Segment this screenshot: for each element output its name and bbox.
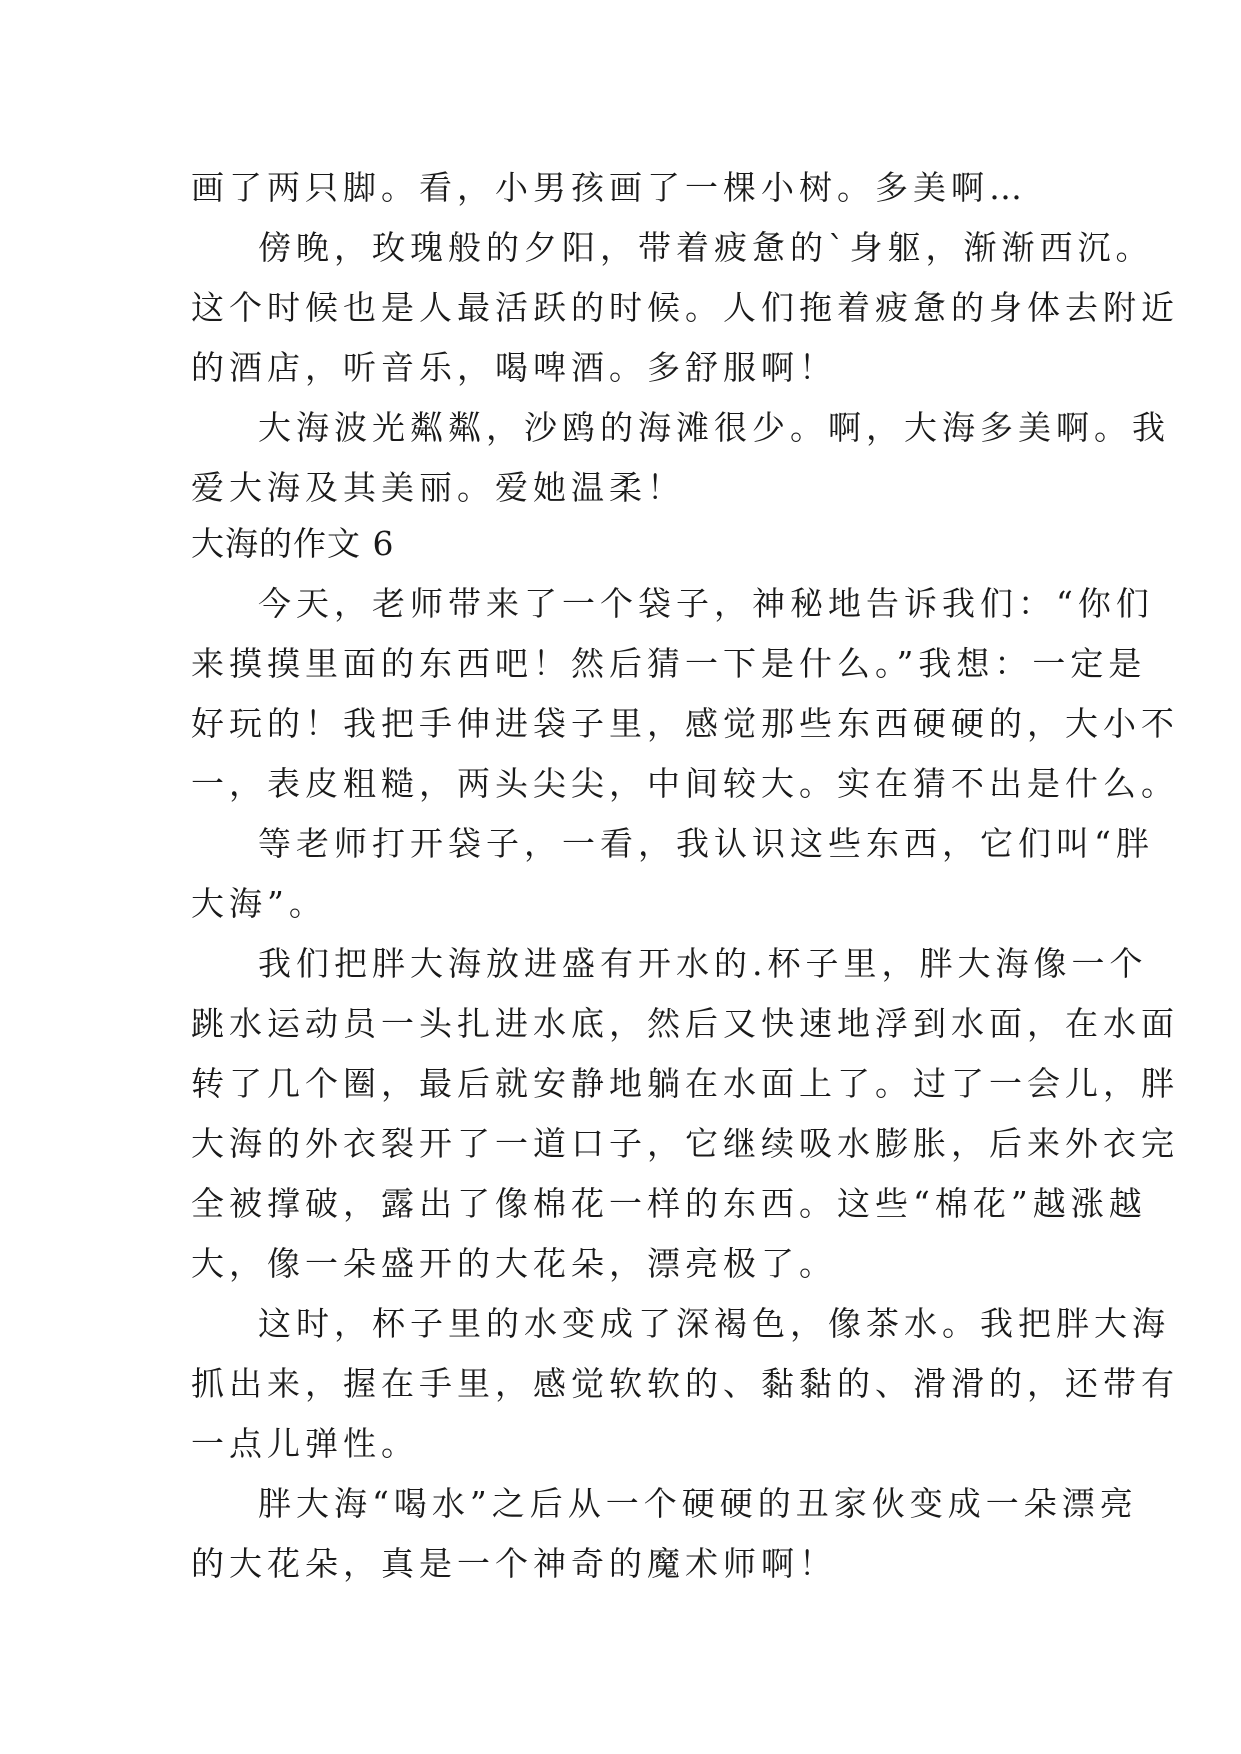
paragraph-start-line: 今天，老师带来了一个袋子，神秘地告诉我们：“你们	[258, 584, 1154, 623]
text-line: 好玩的！我把手伸进袋子里，感觉那些东西硬硬的，大小不	[191, 704, 1179, 743]
text-line: 大，像一朵盛开的大花朵，漂亮极了。	[191, 1244, 837, 1283]
paragraph-start-line: 这时，杯子里的水变成了深褐色，像茶水。我把胖大海	[258, 1304, 1170, 1343]
paragraph-start-line: 胖大海“喝水”之后从一个硬硬的丑家伙变成一朵漂亮	[258, 1484, 1138, 1523]
text-line: 爱大海及其美丽。爱她温柔！	[191, 468, 685, 507]
text-line: 一，表皮粗糙，两头尖尖，中间较大。实在猜不出是什么。	[191, 764, 1179, 803]
text-line: 大海”。	[191, 884, 327, 923]
text-line: 跳水运动员一头扎进水底，然后又快速地浮到水面，在水面	[191, 1004, 1179, 1043]
text-line: 的酒店，听音乐，喝啤酒。多舒服啊！	[191, 348, 837, 387]
section-heading: 大海的作文 6	[191, 524, 395, 563]
text-line: 的大花朵，真是一个神奇的魔术师啊！	[191, 1544, 837, 1583]
paragraph-start-line: 等老师打开袋子，一看，我认识这些东西，它们叫“胖	[258, 824, 1154, 863]
text-line: 来摸摸里面的东西吧！然后猜一下是什么。”我想：一定是	[191, 644, 1147, 683]
text-line: 转了几个圈，最后就安静地躺在水面上了。过了一会儿，胖	[191, 1064, 1179, 1103]
text-line: 大海的外衣裂开了一道口子，它继续吸水膨胀，后来外衣完	[191, 1124, 1179, 1163]
text-line: 抓出来，握在手里，感觉软软的、黏黏的、滑滑的，还带有	[191, 1364, 1179, 1403]
text-line: 这个时候也是人最活跃的时候。人们拖着疲惫的身体去附近	[191, 288, 1179, 327]
paragraph-start-line: 傍晚，玫瑰般的夕阳，带着疲惫的`身躯，渐渐西沉。	[258, 228, 1154, 267]
paragraph-start-line: 我们把胖大海放进盛有开水的.杯子里，胖大海像一个	[258, 944, 1148, 983]
paragraph-start-line: 大海波光粼粼，沙鸥的海滩很少。啊，大海多美啊。我	[258, 408, 1170, 447]
text-line: 全被撑破，露出了像棉花一样的东西。这些“棉花”越涨越	[191, 1184, 1147, 1223]
text-line: 一点儿弹性。	[191, 1424, 419, 1463]
text-line: 画了两只脚。看，小男孩画了一棵小树。多美啊…	[191, 168, 1027, 207]
